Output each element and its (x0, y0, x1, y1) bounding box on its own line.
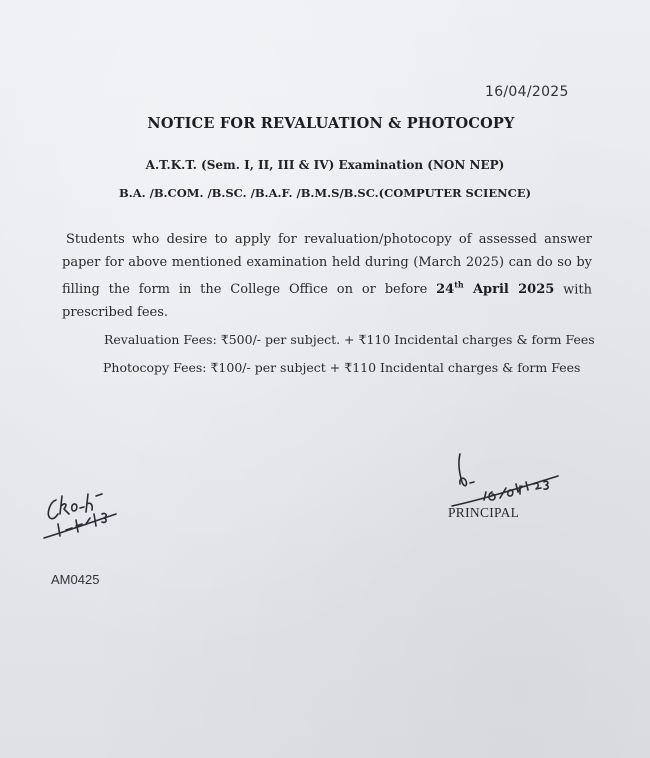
photocopy-fees: Photocopy Fees: ₹100/- per subject + ₹110 Incidental charges & form Fees (103, 360, 581, 375)
deadline-date (436, 282, 554, 297)
deadline-day: 24 (436, 282, 455, 298)
notice-date: 16/04/2025 (485, 84, 569, 100)
principal-label: PRINCIPAL (448, 505, 520, 520)
reference-code: AM0425 (51, 572, 100, 587)
notice-body (62, 228, 592, 324)
revaluation-fees: Revaluation Fees: ₹500/- per subject. + ₹110 Incidental charges & form Fees (104, 332, 595, 347)
exam-line: A.T.K.T. (Sem. I, II, III & IV) Examination (NON NEP) (145, 158, 505, 172)
notice-title: NOTICE FOR REVALUATION & PHOTOCOPY (147, 115, 515, 132)
body-text-part2: with prescribed fees. (62, 282, 592, 321)
deadline-suffix: th (454, 280, 464, 290)
clerk-initials (40, 484, 130, 546)
principal-signature (440, 448, 570, 510)
body-text-part1: Students who desire to apply for revaluation/photocopy of assessed answer paper for above mentioned examination held during (March 2025) can do so by filling the form in the College Office on or before (62, 232, 592, 298)
courses-line: B.A. /B.COM. /B.SC. /B.A.F. /B.M.S/B.SC.(COMPUTER SCIENCE) (118, 186, 532, 200)
deadline-month-year: April 2025 (463, 282, 555, 298)
